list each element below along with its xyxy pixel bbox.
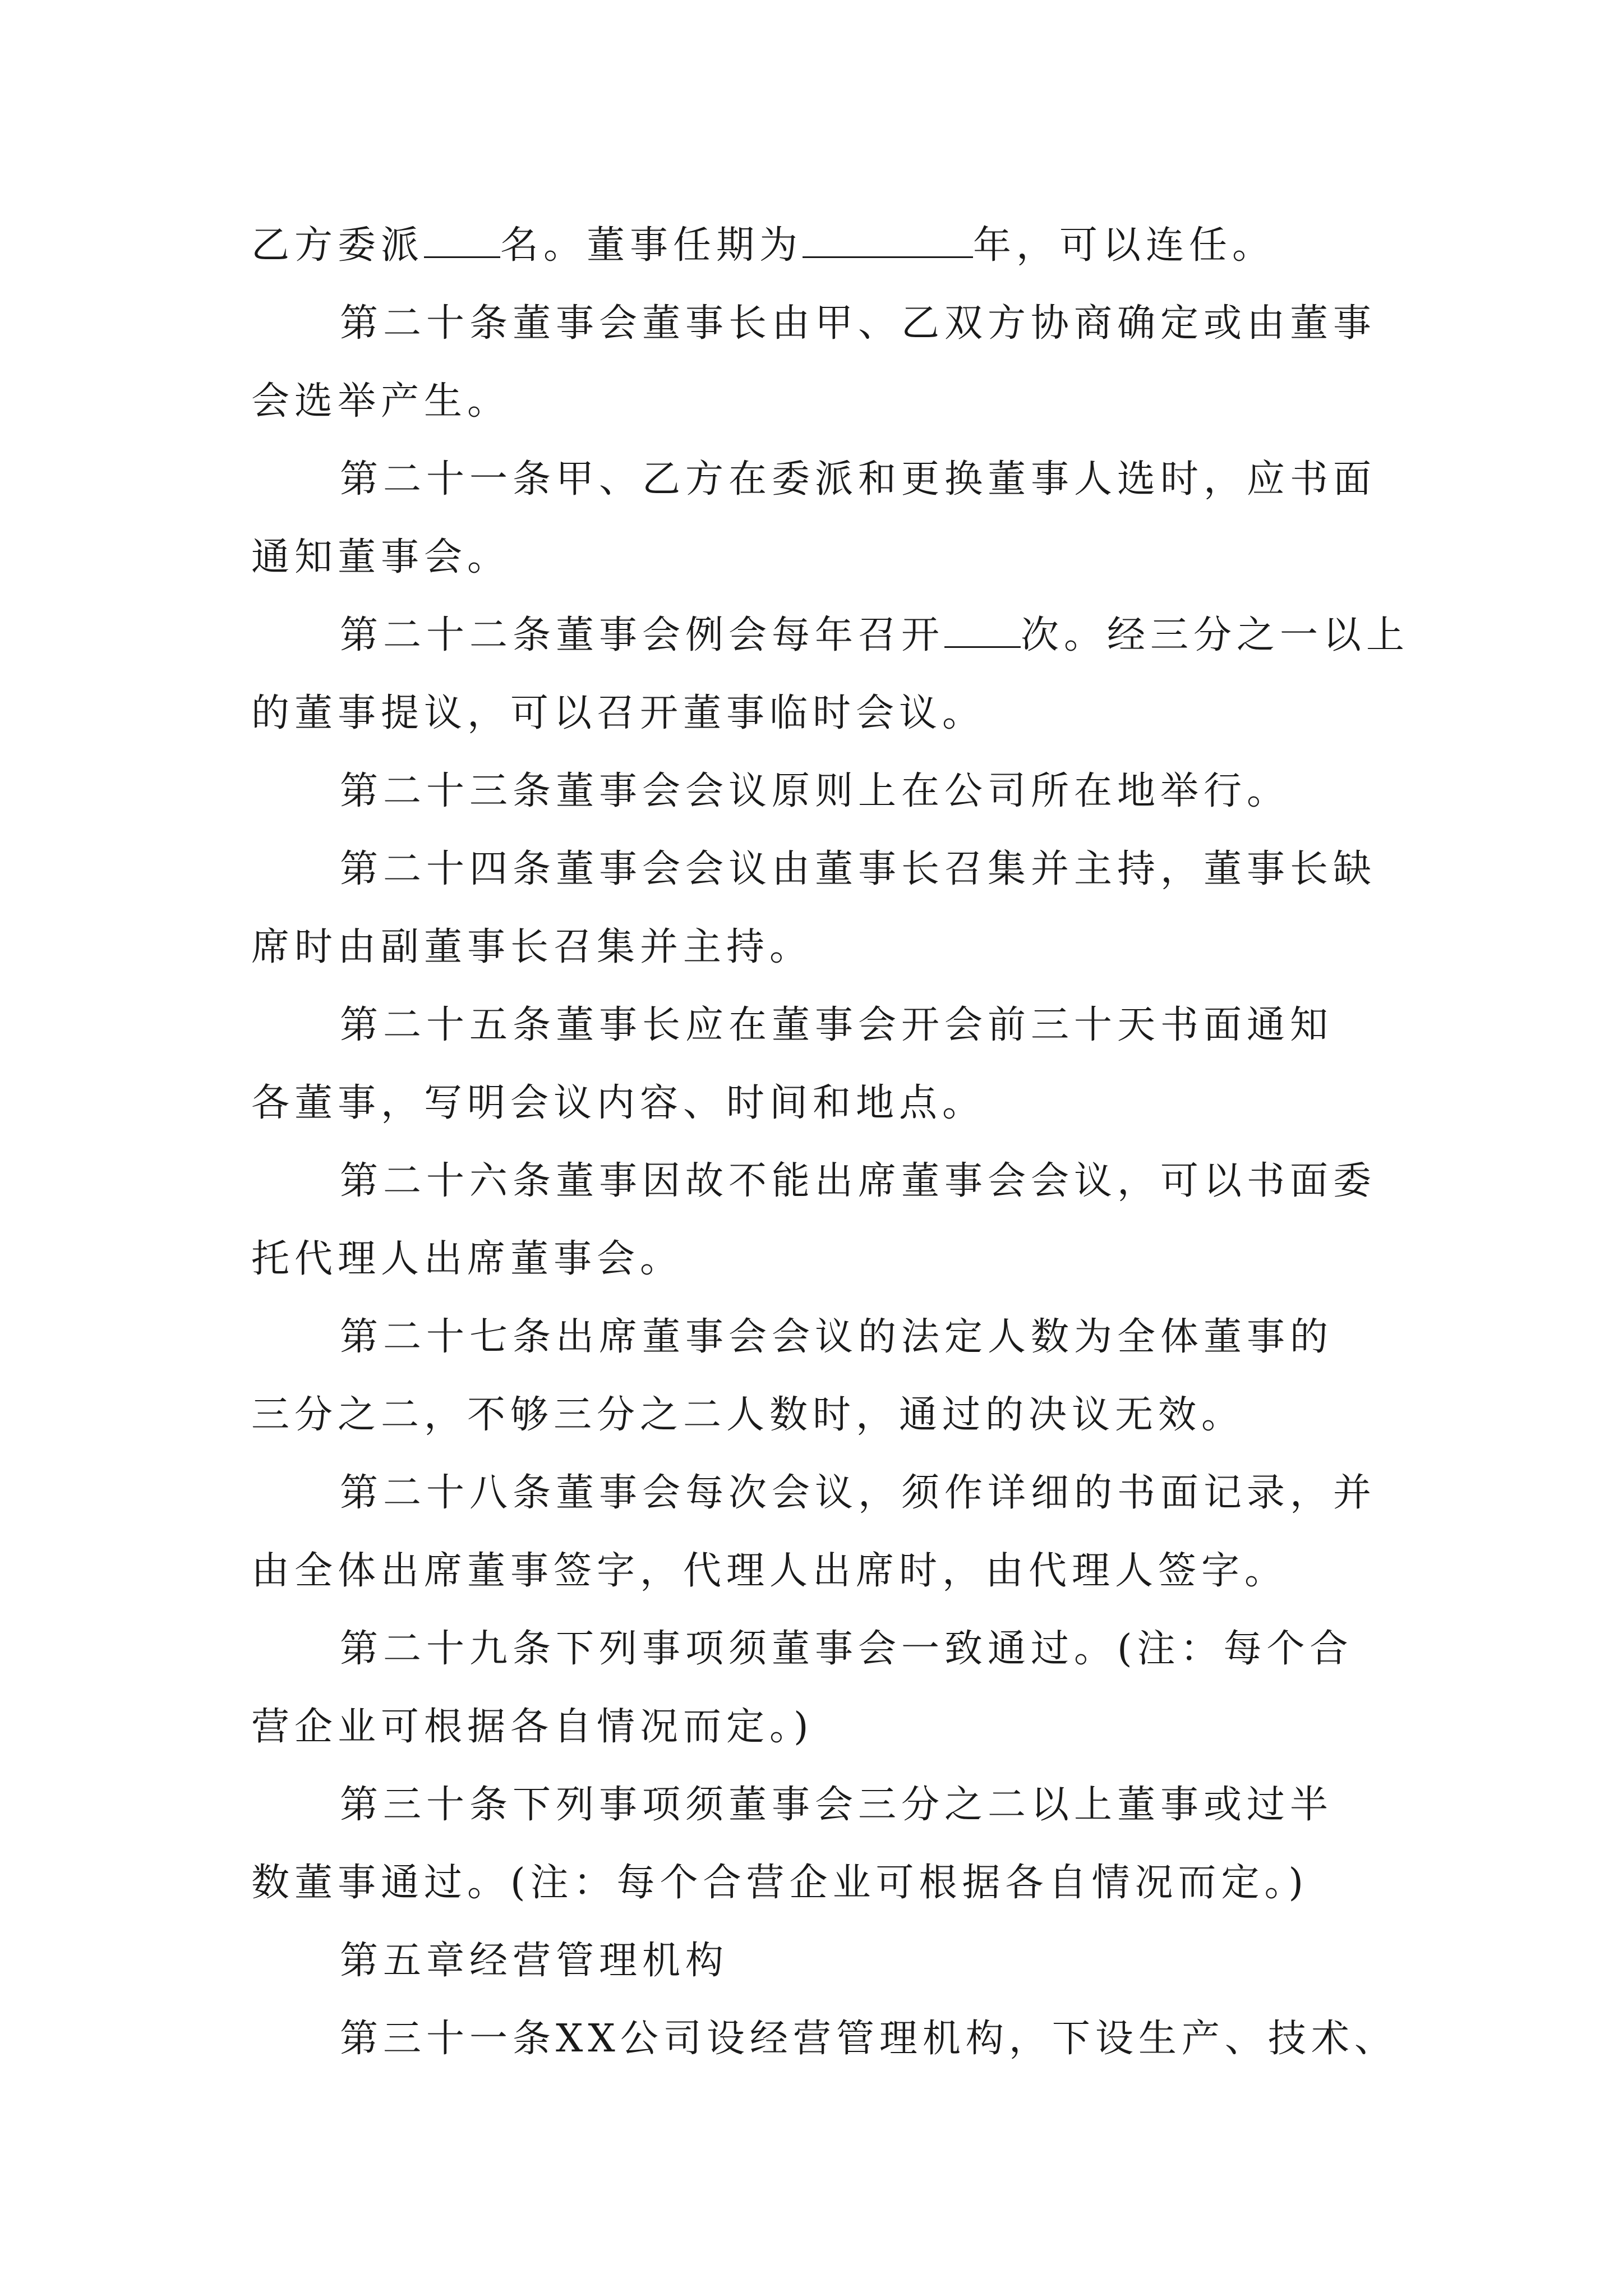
- fill-in-blank: [944, 607, 1021, 648]
- text-line: 三分之二，不够三分之二人数时，通过的决议无效。: [251, 1393, 1245, 1437]
- text-line: 第二十九条下列事项须董事会一致通过。(注：每个合: [340, 1627, 1353, 1671]
- fill-in-blank: [803, 217, 973, 258]
- text-line: 的董事提议，可以召开董事临时会议。: [251, 691, 986, 735]
- text-segment: 次。经三分之一以上: [1021, 613, 1410, 657]
- text-line: 托代理人出席董事会。: [251, 1237, 684, 1281]
- text-line: 通知董事会。: [251, 535, 511, 579]
- text-segment: 第二十二条董事会例会每年召开: [340, 613, 945, 657]
- text-line: 第二十七条出席董事会会议的法定人数为全体董事的: [340, 1315, 1334, 1359]
- text-line: [251, 206, 1401, 284]
- text-line: 第二十五条董事长应在董事会开会前三十天书面通知: [340, 1003, 1334, 1047]
- text-line: [251, 596, 1410, 674]
- text-line: 第二十条董事会董事长由甲、乙双方协商确定或由董事: [340, 301, 1377, 346]
- text-line: 数董事通过。(注：每个合营企业可根据各自情况而定。): [251, 1861, 1309, 1905]
- text-segment: 年，可以连任。: [973, 223, 1276, 268]
- text-line: 营企业可根据各自情况而定。): [251, 1705, 814, 1749]
- text-line: 第二十八条董事会每次会议，须作详细的书面记录，并: [340, 1471, 1377, 1515]
- text-line: 第三十一条XX公司设经营管理机构，下设生产、技术、: [340, 2017, 1398, 2061]
- text-line: 会选举产生。: [251, 379, 511, 424]
- text-line: 第二十三条董事会会议原则上在公司所在地举行。: [340, 769, 1290, 813]
- chapter-heading: 第五章经营管理机构: [340, 1939, 729, 1983]
- text-line: 第二十六条董事因故不能出席董事会会议，可以书面委: [340, 1159, 1377, 1203]
- text-segment: 名。董事任期为: [500, 223, 803, 268]
- text-line: 第二十四条董事会会议由董事长召集并主持，董事长缺: [340, 847, 1377, 891]
- text-line: 由全体出席董事签字，代理人出席时，由代理人签字。: [251, 1549, 1288, 1593]
- text-segment: 乙方委派: [251, 223, 425, 268]
- text-line: 第二十一条甲、乙方在委派和更换董事人选时，应书面: [340, 457, 1377, 501]
- document-body: [251, 206, 1410, 2078]
- fill-in-blank: [424, 217, 500, 258]
- text-line: 席时由副董事长召集并主持。: [251, 925, 813, 969]
- text-line: 各董事，写明会议内容、时间和地点。: [251, 1081, 986, 1125]
- text-line: 第三十条下列事项须董事会三分之二以上董事或过半: [340, 1783, 1334, 1827]
